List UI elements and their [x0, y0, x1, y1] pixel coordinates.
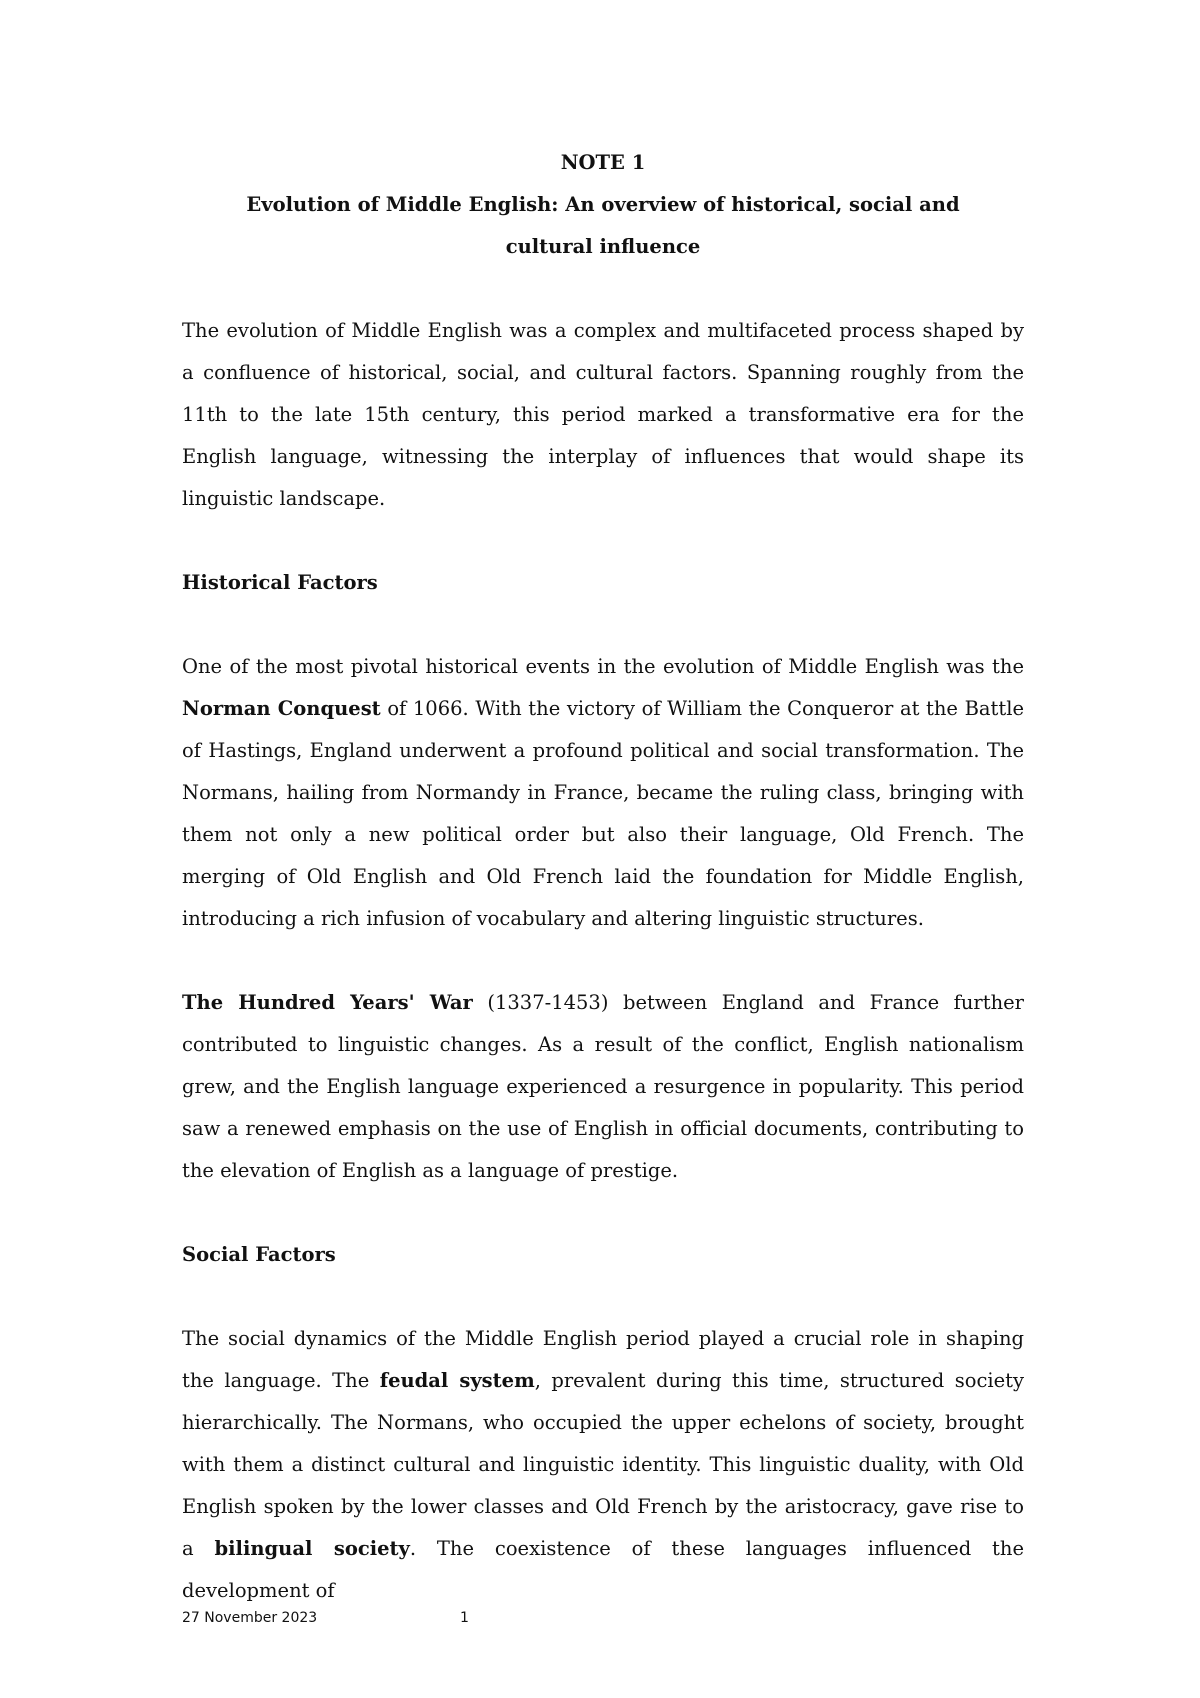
text-run: . The coexistence of these languages influenced the development of — [182, 1537, 1024, 1602]
bold-term-norman-conquest: Norman Conquest — [182, 697, 381, 720]
bold-term-hundred-years-war: The Hundred Years' War — [182, 991, 473, 1014]
text-run: (1337-1453) between England and France further contributed to linguistic changes. As a result of the conflict, English nationalism grew, and the English language experienced a resurgence in popularity. This period saw a renewed emphasis on the use of English in official documents, contributing to the elevation of English as a language of prestige. — [182, 991, 1025, 1182]
page-number: 1 — [460, 1610, 469, 1626]
text-run: The social dynamics of the Middle English period played a crucial role in shaping the language. The — [182, 1327, 1024, 1392]
text-run: One of the most pivotal historical events in the evolution of Middle English was the — [182, 655, 1024, 678]
document-subtitle: Evolution of Middle English: An overview of historical, social and cultural influence — [246, 193, 960, 258]
historical-paragraph-1 — [182, 646, 1024, 940]
document-body — [182, 142, 1024, 1612]
bold-term-bilingual-society: bilingual society — [214, 1537, 410, 1560]
intro-paragraph: The evolution of Middle English was a complex and multifaceted process shaped by a confluence of historical, social, and cultural factors. Spanning roughly from the 11th to the late 15th century, this period marked a transformative era for the English language, witnessing the interplay of influences that would shape its linguistic landscape. — [182, 319, 1024, 510]
section-heading-social: Social Factors — [182, 1243, 336, 1266]
social-paragraph-1 — [182, 1318, 1024, 1612]
historical-paragraph-2 — [182, 982, 1024, 1192]
text-run: of 1066. With the victory of William the Conqueror at the Battle of Hastings, England underwent a profound political and social transformation. The Normans, hailing from Normandy in France, became the ruling class, bringing with them not only a new political order but also their language, Old French. The merging of Old English and Old French laid the foundation for Middle English, introducing a rich infusion of vocabulary and altering linguistic structures. — [182, 697, 1024, 930]
document-title: NOTE 1 — [560, 151, 646, 174]
section-heading-historical: Historical Factors — [182, 571, 378, 594]
text-run: , prevalent during this time, structured society hierarchically. The Normans, who occupied the upper echelons of society, brought with them a distinct cultural and linguistic identity. This linguistic duality, with Old English spoken by the lower classes and Old French by the aristocracy, gave rise to a — [182, 1369, 1025, 1560]
bold-term-feudal-system: feudal system — [379, 1369, 535, 1392]
footer-date: 27 November 2023 — [182, 1610, 318, 1626]
